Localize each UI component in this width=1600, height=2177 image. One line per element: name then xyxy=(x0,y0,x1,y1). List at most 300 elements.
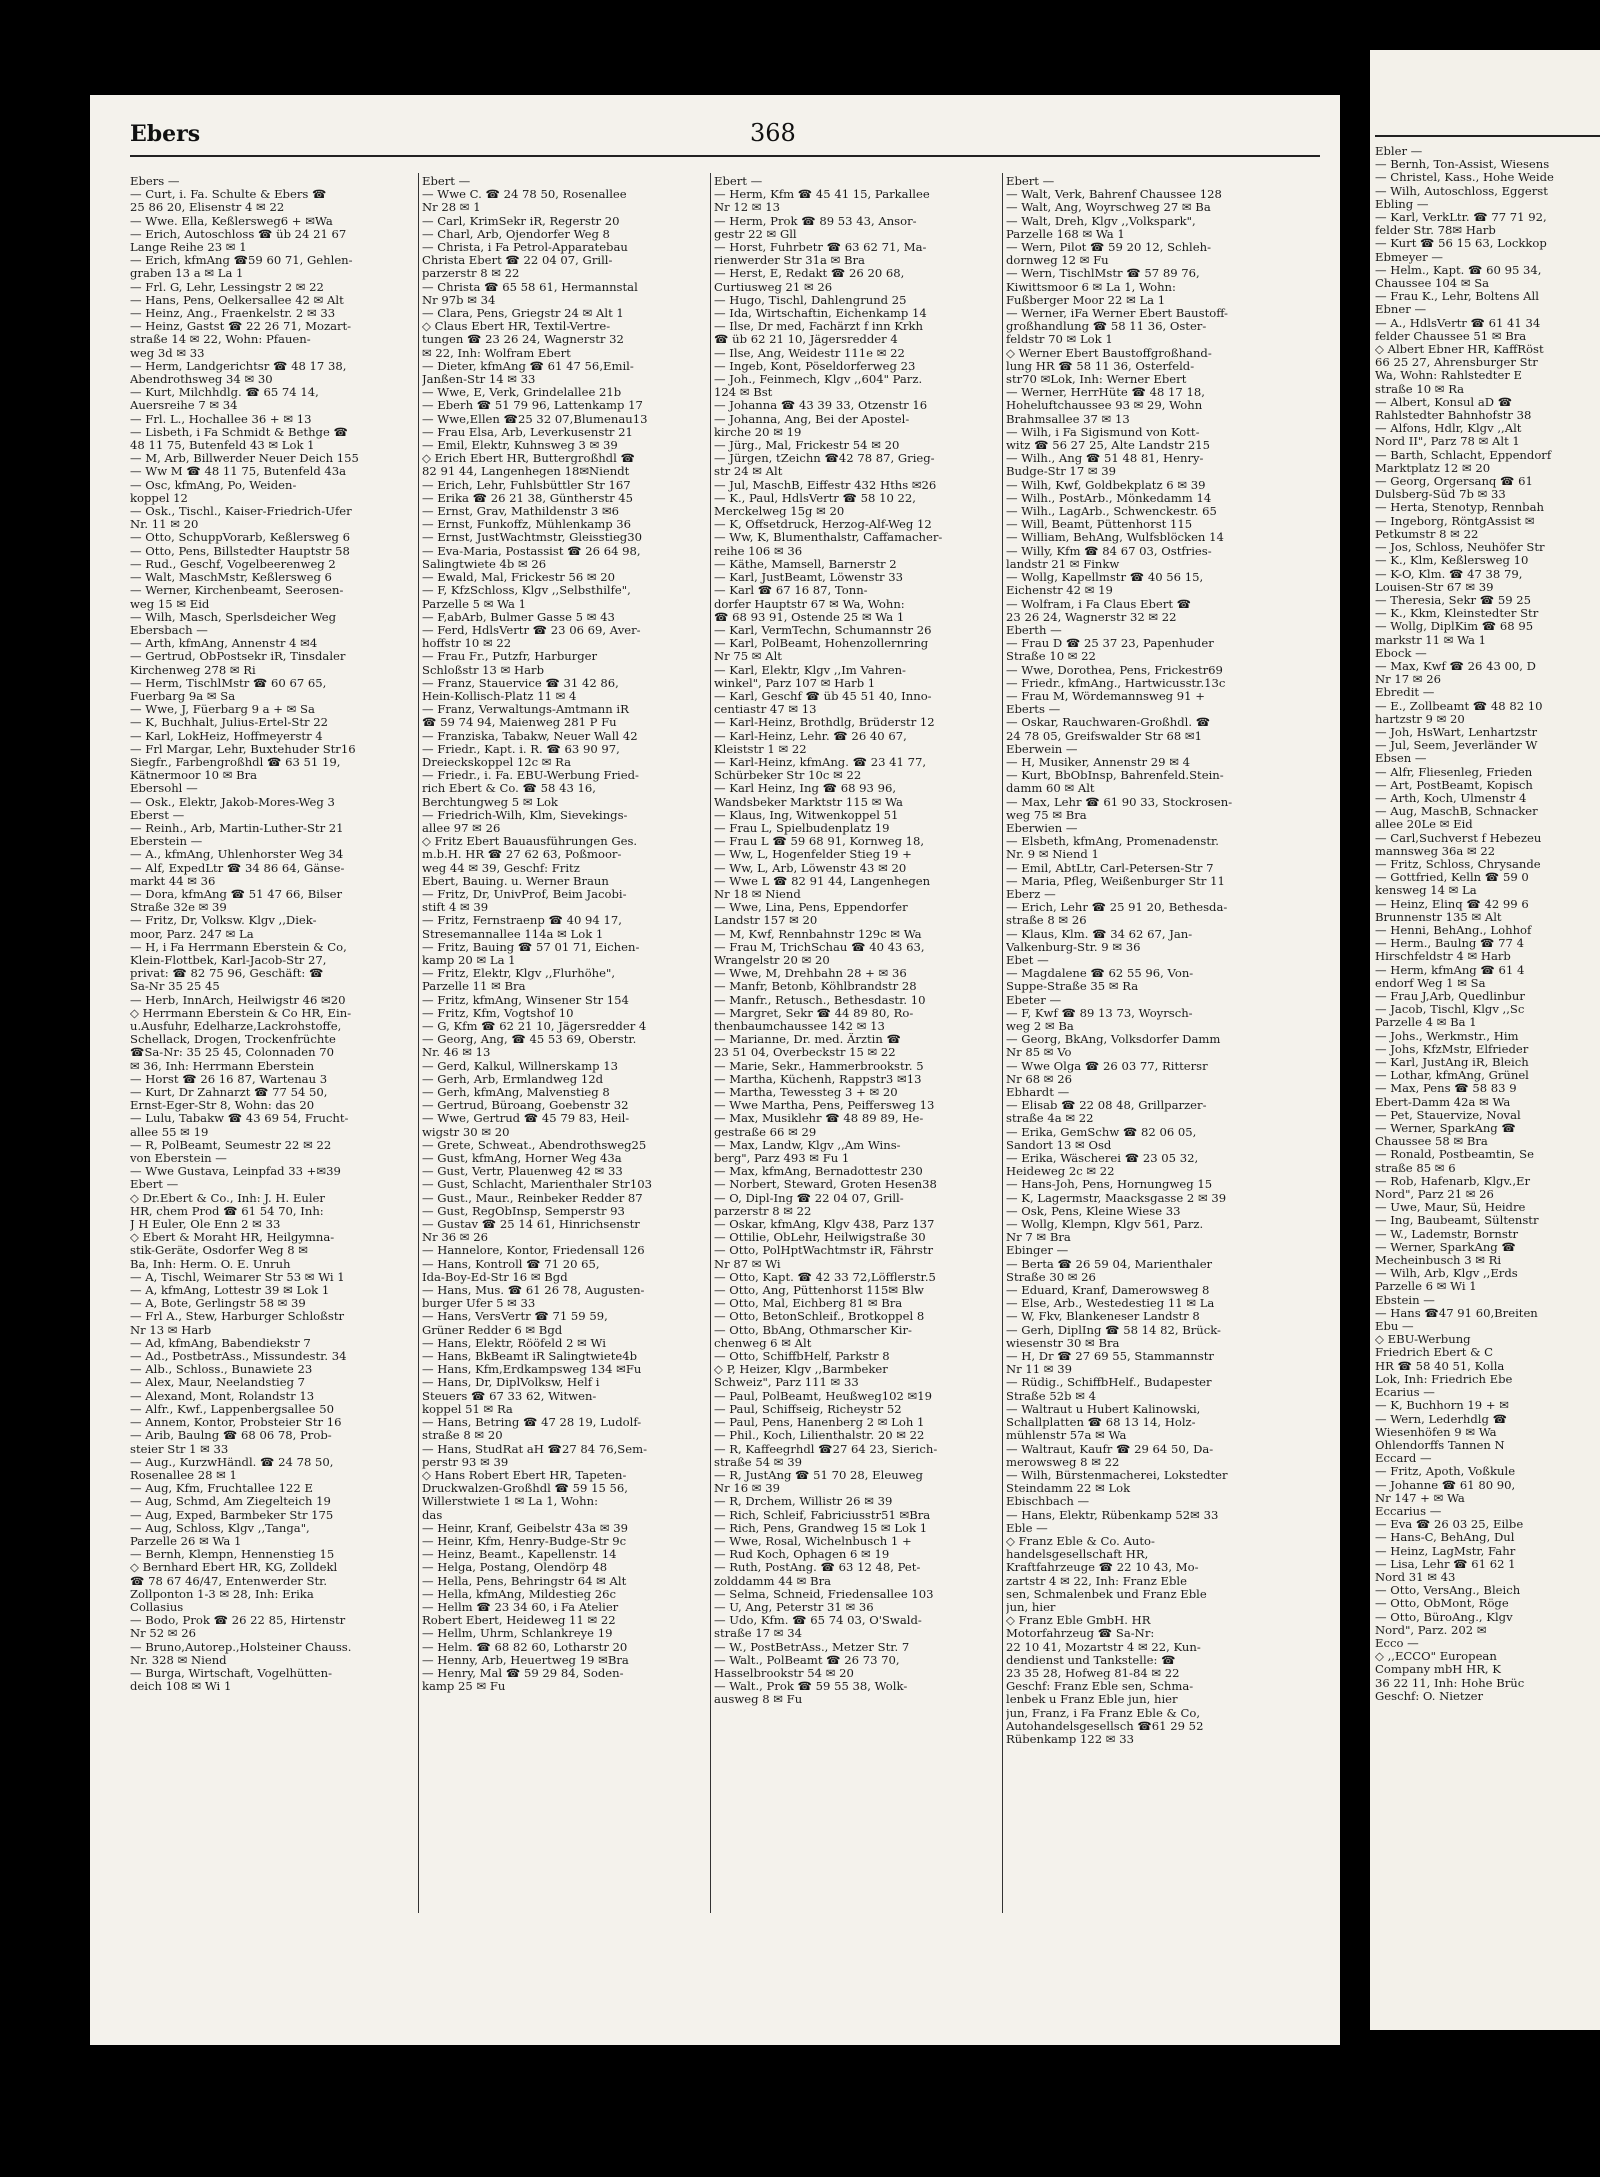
directory-line: — Rich, Pens, Grandweg 15 ✉ Lok 1 xyxy=(714,1521,928,1535)
directory-line: ◇ Dr.Ebert & Co., Inh: J. H. Euler xyxy=(130,1191,325,1205)
directory-line: — Walt, Ang, Woyrschweg 27 ✉ Ba xyxy=(1006,201,1211,215)
directory-line: Nr 85 ✉ Vo xyxy=(1006,1046,1072,1060)
directory-line: — Wwe, J, Füerbarg 9 a + ✉ Sa xyxy=(130,703,315,717)
directory-line: — Wwe, Lina, Pens, Eppendorfer xyxy=(714,901,908,915)
directory-line: — Otto, Kapt. ☎ 42 33 72,Löfflerstr.5 xyxy=(714,1270,936,1284)
directory-line: — Wollg, Kapellmstr ☎ 40 56 15, xyxy=(1006,571,1204,585)
directory-line: — Herst, E, Redakt ☎ 26 20 68, xyxy=(714,267,905,281)
directory-line: Schloßstr 13 ✉ Harb xyxy=(422,663,544,677)
directory-line: — Werner, SparkAng ☎ xyxy=(1375,1122,1516,1136)
directory-line: — Alfr, Fliesenleg, Frieden xyxy=(1375,765,1533,779)
next-page-header-rule xyxy=(1375,125,1600,137)
header-keyword: Ebers xyxy=(130,121,201,147)
directory-line: hartzstr 9 ✉ 20 xyxy=(1375,712,1465,726)
directory-line: — Friedrich-Wilh, Klm, Sievekings- xyxy=(422,808,628,822)
directory-line: — Wilh, i Fa Sigismund von Kott- xyxy=(1006,425,1200,439)
directory-line: — Wollg, DiplKim ☎ 68 95 xyxy=(1375,620,1534,634)
directory-line: — Karl-Heinz, Brothdlg, Brüderstr 12 xyxy=(714,716,935,730)
directory-line: Company mbH HR, K xyxy=(1375,1663,1501,1677)
directory-line: ☎ 68 93 91, Ostende 25 ✉ Wa 1 xyxy=(714,610,905,624)
directory-line: — Werner, Kirchenbeamt, Seerosen- xyxy=(130,584,344,598)
directory-line: — Ww, K, Blumenthalstr, Caffamacher- xyxy=(714,531,943,545)
directory-line: — Frl Margar, Lehr, Buxtehuder Str16 xyxy=(130,742,356,756)
directory-line: Ebredit — xyxy=(1375,686,1435,700)
directory-line: — Gottfried, Kelln ☎ 59 0 xyxy=(1375,871,1529,885)
directory-line: — A, kfmAng, Lottestr 39 ✉ Lok 1 xyxy=(130,1284,330,1298)
directory-line: — K., Klm, Keßlersweg 10 xyxy=(1375,554,1529,568)
directory-line: HR ☎ 58 40 51, Kolla xyxy=(1375,1359,1505,1373)
directory-line: — Frau J,Arb, Quedlinbur xyxy=(1375,990,1525,1003)
directory-line: mannsweg 36a ✉ 22 xyxy=(1375,844,1496,858)
directory-line: — Eva-Maria, Postassist ☎ 26 64 98, xyxy=(422,544,641,558)
directory-line: — Horst, Fuhrbetr ☎ 63 62 71, Ma- xyxy=(714,241,927,255)
directory-line: ◇ Hans Robert Ebert HR, Tapeten- xyxy=(422,1468,627,1482)
directory-line: — Christa, i Fa Petrol-Apparatebau xyxy=(422,241,628,255)
directory-line: — Fritz, Bauing ☎ 57 01 71, Eichen- xyxy=(422,940,640,954)
directory-line: — Ad, kfmAng, Babendiekstr 7 xyxy=(130,1336,311,1350)
directory-line: — Heinr, Kfm, Henry-Budge-Str 9c xyxy=(422,1534,627,1548)
directory-line: großhandlung ☎ 58 11 36, Oster- xyxy=(1006,320,1207,334)
directory-line: Hoheluftchaussee 93 ✉ 29, Wohn xyxy=(1006,399,1203,413)
next-page-column xyxy=(1375,145,1600,1703)
directory-line: — Wwe Martha, Pens, Peiffersweg 13 xyxy=(714,1099,935,1113)
directory-line: — K-O, Klm. ☎ 47 38 79, xyxy=(1375,567,1523,581)
directory-line: witz ☎ 56 27 25, Alte Landstr 215 xyxy=(1006,439,1210,453)
directory-line: hoffstr 10 ✉ 22 xyxy=(422,637,512,651)
directory-line: Ebsen — xyxy=(1375,752,1427,766)
directory-line: — Eva ☎ 26 03 25, Eilbe xyxy=(1375,1518,1524,1532)
directory-line: Parzelle 4 ✉ Ba 1 xyxy=(1375,1016,1477,1030)
directory-line: — Hans, Pens, Oelkersallee 42 ✉ Alt xyxy=(130,293,344,307)
directory-line: Ida-Boy-Ed-Str 16 ✉ Bgd xyxy=(422,1270,568,1284)
directory-line: — Bruno,Autorep.,Holsteiner Chauss. xyxy=(130,1640,352,1654)
directory-line: — Werner, iFa Werner Ebert Baustoff- xyxy=(1006,307,1228,321)
directory-line: weg 3d ✉ 33 xyxy=(130,346,205,360)
directory-line: — Carl,Suchverst f Hebezeu xyxy=(1375,831,1542,845)
directory-line: 36 22 11, Inh: Hohe Brüc xyxy=(1375,1676,1525,1690)
directory-line: graben 13 a ✉ La 1 xyxy=(130,267,244,281)
directory-line: centiastr 47 ✉ 13 xyxy=(714,703,817,717)
directory-line: — Johanna, Ang, Bei der Apostel- xyxy=(714,412,910,426)
directory-line: Dreieckskoppel 12c ✉ Ra xyxy=(422,755,572,769)
directory-line: — Charl, Arb, Ojendorfer Weg 8 xyxy=(422,227,610,241)
directory-line: — Wwe, Dorothea, Pens, Frickestr69 xyxy=(1006,663,1223,677)
directory-line: Fußberger Moor 22 ✉ La 1 xyxy=(1006,293,1166,307)
directory-line: Eberth — xyxy=(1006,623,1062,637)
directory-line: — Reinh., Arb, Martin-Luther-Str 21 xyxy=(130,821,344,835)
directory-line: felder Chaussee 51 ✉ Bra xyxy=(1375,329,1527,343)
directory-line: — Osk., Elektr, Jakob-Mores-Weg 3 xyxy=(130,795,335,809)
directory-line: — Johanna ☎ 43 39 33, Otzenstr 16 xyxy=(714,399,928,413)
page-number: 368 xyxy=(750,119,796,147)
directory-line: 25 86 20, Elisenstr 4 ✉ 22 xyxy=(130,201,285,215)
directory-line: Chaussee 104 ✉ Sa xyxy=(1375,277,1490,291)
directory-line: — Helm. ☎ 68 82 60, Lotharstr 20 xyxy=(422,1640,628,1654)
directory-line: Ecarius — xyxy=(1375,1386,1435,1400)
directory-line: — Gerh, Arb, Ermlandweg 12d xyxy=(422,1072,604,1086)
directory-line: — William, BehAng, Wulfsblöcken 14 xyxy=(1006,531,1224,545)
directory-line: — Carl, KrimSekr iR, Regerstr 20 xyxy=(422,214,620,228)
directory-line: — Karl, VermTechn, Schumannstr 26 xyxy=(714,623,932,637)
directory-line: feldstr 70 ✉ Lok 1 xyxy=(1006,333,1113,347)
directory-line: Nord", Parz. 202 ✉ xyxy=(1375,1623,1487,1637)
directory-line: — R, Kaffeegrhdl ☎27 64 23, Sierich- xyxy=(714,1442,938,1456)
directory-line: — Wwe. Ella, Keßlersweg6 + ✉Wa xyxy=(130,214,333,228)
directory-line: Ebert — xyxy=(422,175,471,188)
directory-line: Friedrich Ebert & C xyxy=(1375,1346,1493,1360)
directory-line: — Pet, Stauervize, Noval xyxy=(1375,1108,1521,1122)
directory-line: Nr 68 ✉ 26 xyxy=(1006,1072,1072,1086)
directory-line: Ebling — xyxy=(1375,197,1429,211)
directory-line: — Erika ☎ 26 21 38, Güntherstr 45 xyxy=(422,491,634,505)
directory-line: Nr 16 ✉ 39 xyxy=(714,1482,780,1496)
directory-line: — K., Paul, HdlsVertr ☎ 58 10 22, xyxy=(714,491,916,505)
next-page-edge xyxy=(1370,50,1600,2030)
column-divider xyxy=(710,173,711,1913)
column-divider xyxy=(1002,173,1003,1913)
directory-line: Ebstein — xyxy=(1375,1293,1435,1307)
directory-line: — Burga, Wirtschaft, Vogelhütten- xyxy=(130,1666,333,1680)
directory-line: — Osk., Tischl., Kaiser-Friedrich-Ufer xyxy=(130,505,352,519)
directory-line: str70 ✉Lok, Inh: Werner Ebert xyxy=(1006,373,1187,387)
column-3 xyxy=(714,175,997,1707)
directory-line: — Martha, Küchenh, Rappstr3 ✉13 xyxy=(714,1072,922,1086)
directory-line: sen, Schmalenbek und Franz Eble xyxy=(1006,1587,1207,1601)
directory-line: — Wilh., Ang ☎ 51 48 81, Henry- xyxy=(1006,452,1204,466)
directory-line: — Magdalene ☎ 62 55 96, Von- xyxy=(1006,967,1194,981)
directory-line: ☎ 59 74 94, Maienweg 281 P Fu xyxy=(422,716,617,730)
directory-line: — Erich, kfmAng ☎59 60 71, Gehlen- xyxy=(130,254,353,268)
directory-line: Auersreihe 7 ✉ 34 xyxy=(130,399,238,413)
directory-line: Merckelweg 15g ✉ 20 xyxy=(714,505,845,519)
directory-line: Rosenallee 28 ✉ 1 xyxy=(130,1468,237,1482)
directory-line: m.b.H. HR ☎ 27 62 63, Poßmoor- xyxy=(422,848,622,862)
directory-line: Collasius xyxy=(130,1600,184,1614)
directory-line: — Elisab ☎ 22 08 48, Grillparzer- xyxy=(1006,1099,1207,1113)
directory-line: — Otto, PolHptWachtmstr iR, Fährstr xyxy=(714,1244,934,1258)
directory-line: 24 78 05, Greifswalder Str 68 ✉1 xyxy=(1006,729,1203,743)
directory-line: Autohandelsgesellsch ☎61 29 52 xyxy=(1006,1719,1204,1733)
directory-line: — Hellm ☎ 23 34 60, i Fa Atelier xyxy=(422,1600,619,1614)
directory-line: — Wwe, M, Drehbahn 28 + ✉ 36 xyxy=(714,967,907,981)
directory-line: — Otto, BbAng, Othmarscher Kir- xyxy=(714,1323,912,1337)
directory-line: — Alfr., Kwf., Lappenbergsallee 50 xyxy=(130,1402,334,1416)
directory-line: — Theresia, Sekr ☎ 59 25 xyxy=(1375,593,1532,607)
directory-line: Eberz — xyxy=(1006,887,1056,901)
directory-line: straße 17 ✉ 34 xyxy=(714,1627,802,1641)
directory-line: — Otto, VersAng., Bleich xyxy=(1375,1584,1521,1598)
directory-line: Budge-Str 17 ✉ 39 xyxy=(1006,465,1117,479)
directory-line: — Kurt ☎ 56 15 63, Lockkop xyxy=(1375,237,1547,251)
directory-line: — Ewald, Mal, Frickestr 56 ✉ 20 xyxy=(422,571,616,585)
directory-line: — Ingeb, Kont, Pöseldorferweg 23 xyxy=(714,359,916,373)
directory-line: — Karl, Elektr, Klgv ,,Im Vahren- xyxy=(714,663,906,677)
directory-line: — R, PolBeamt, Seumestr 22 ✉ 22 xyxy=(130,1138,332,1152)
directory-line: Geschf: Franz Eble sen, Schma- xyxy=(1006,1680,1194,1694)
directory-line: — Gust, kfmAng, Horner Weg 43a xyxy=(422,1152,622,1166)
directory-line: Brahmsallee 37 ✉ 13 xyxy=(1006,412,1130,426)
directory-line: Ba, Inh: Herm. O. E. Unruh xyxy=(130,1257,291,1271)
directory-line: winkel", Parz 107 ✉ Harb 1 xyxy=(714,676,876,690)
directory-line: — Aug, MaschB, Schnacker xyxy=(1375,805,1538,819)
directory-line: Mecheinbusch 3 ✉ Ri xyxy=(1375,1254,1502,1268)
directory-line: — Ida, Wirtschaftin, Eichenkamp 14 xyxy=(714,307,927,321)
directory-line: Nr. 328 ✉ Niend xyxy=(130,1653,227,1667)
directory-line: — Frau D ☎ 25 37 23, Papenhuder xyxy=(1006,637,1214,651)
directory-line: zartstr 4 ✉ 22, Inh: Franz Eble xyxy=(1006,1574,1187,1588)
directory-line: — Heinz, Elinq ☎ 42 99 6 xyxy=(1375,897,1529,911)
directory-line: Eberts — xyxy=(1006,703,1061,717)
directory-line: — Max, Kwf ☎ 26 43 00, D xyxy=(1375,659,1536,673)
directory-line: Ebert, Bauing. u. Werner Braun xyxy=(422,874,609,888)
directory-line: — Bodo, Prok ☎ 26 22 85, Hirtenstr xyxy=(130,1614,346,1628)
directory-line: Fuerbarg 9a ✉ Sa xyxy=(130,689,236,703)
directory-line: — Lisa, Lehr ☎ 61 62 1 xyxy=(1375,1557,1516,1571)
directory-line: weg 75 ✉ Bra xyxy=(1006,808,1087,822)
directory-line: — Hellm, Uhrm, Schlankreye 19 xyxy=(422,1627,613,1641)
directory-line: Kiwittsmoor 6 ✉ La 1, Wohn: xyxy=(1006,280,1176,294)
directory-line: Parzelle 168 ✉ Wa 1 xyxy=(1006,227,1125,241)
directory-line: Hasselbrookstr 54 ✉ 20 xyxy=(714,1666,854,1680)
directory-line: Schweiz", Parz 111 ✉ 33 xyxy=(714,1376,859,1390)
directory-line: — Marie, Sekr., Hammerbrookstr. 5 xyxy=(714,1059,924,1073)
directory-line: — Otto, SchuppVorarb, Keßlersweg 6 xyxy=(130,531,351,545)
directory-line: Geschf: O. Nietzer xyxy=(1375,1689,1483,1703)
directory-line: — Arth, Koch, Ulmenstr 4 xyxy=(1375,791,1527,805)
directory-line: Rahlstedter Bahnhofstr 38 xyxy=(1375,409,1532,423)
directory-line: merowsweg 8 ✉ 22 xyxy=(1006,1455,1120,1469)
directory-line: — Fritz, Dr, Volksw. Klgv ,,Diek- xyxy=(130,914,317,928)
directory-line: Parzelle 11 ✉ Bra xyxy=(422,980,526,994)
directory-line: Parzelle 5 ✉ Wa 1 xyxy=(422,597,527,611)
directory-line: Nr 147 + ✉ Wa xyxy=(1375,1491,1465,1505)
directory-line: dorfer Hauptstr 67 ✉ Wa, Wohn: xyxy=(714,597,905,611)
directory-line: Ernst-Eger-Str 8, Wohn: das 20 xyxy=(130,1099,315,1113)
directory-line: Berchtungweg 5 ✉ Lok xyxy=(422,795,558,809)
directory-line: — Wolfram, i Fa Claus Ebert ☎ xyxy=(1006,597,1192,611)
directory-line: — Gertrud, Büroang, Goebenstr 32 xyxy=(422,1099,629,1113)
directory-line: u.Ausfuhr, Edelharze,Lackrohstoffe, xyxy=(130,1020,342,1033)
directory-line: Straße 30 ✉ 26 xyxy=(1006,1270,1096,1284)
directory-line: — Lothar, kfmAng, Grünel xyxy=(1375,1069,1529,1083)
directory-line: — Wwe Olga ☎ 26 03 77, Rittersr xyxy=(1006,1059,1208,1073)
directory-line: Ebersbach — xyxy=(130,623,208,637)
directory-line: — Wilh., PostArb., Mönkedamm 14 xyxy=(1006,491,1212,505)
directory-line: Ebischbach — xyxy=(1006,1495,1090,1509)
directory-line: — Max, Musiklehr ☎ 48 89 89, He- xyxy=(714,1112,924,1126)
directory-line: — Fritz, Dr, UnivProf, Beim Jacobi- xyxy=(422,887,627,901)
directory-line: Wa, Wohn: Rahlstedter E xyxy=(1375,369,1523,383)
directory-line: Zollpontоn 1-3 ✉ 28, Inh: Erika xyxy=(130,1587,314,1601)
directory-line: steier Str 1 ✉ 33 xyxy=(130,1442,229,1456)
directory-line: Eberstein — xyxy=(130,835,203,849)
directory-line: — Herm, Kfm ☎ 45 41 15, Parkallee xyxy=(714,188,930,202)
directory-line: parzerstr 8 ✉ 22 xyxy=(422,267,520,281)
directory-line: — Henny, Arb, Heuertweg 19 ✉Bra xyxy=(422,1653,629,1667)
directory-line: — Jul, Seem, Jeverländer W xyxy=(1375,739,1538,753)
directory-line: Ohlendorffs Tannen N xyxy=(1375,1438,1505,1452)
directory-line: — Frau Elsa, Arb, Leverkusenstr 21 xyxy=(422,425,633,439)
directory-line: — Arib, Baulng ☎ 68 06 78, Prob- xyxy=(130,1429,332,1443)
directory-line: — Gust., Maur., Reinbeker Redder 87 xyxy=(422,1191,643,1205)
directory-line: — Wwe C. ☎ 24 78 50, Rosenallee xyxy=(422,188,627,202)
directory-line: felder Str. 78✉ Harb xyxy=(1375,224,1496,238)
directory-line: — Karl-Heinz, Lehr. ☎ 26 40 67, xyxy=(714,729,907,743)
directory-line: — Otto, BetonSchleif., Brotkoppel 8 xyxy=(714,1310,925,1324)
directory-line: — Grete, Schweat., Abendrothsweg25 xyxy=(422,1138,647,1152)
directory-line: Ebers — xyxy=(130,175,180,188)
directory-line: perstr 93 ✉ 39 xyxy=(422,1455,509,1469)
directory-line: — Georg, BkAng, Volksdorfer Damm xyxy=(1006,1033,1221,1047)
directory-line: Grüner Redder 6 ✉ Bgd xyxy=(422,1323,563,1337)
directory-line: — Otto, ObMont, Röge xyxy=(1375,1597,1509,1611)
directory-line: str 24 ✉ Alt xyxy=(714,465,783,479)
directory-line: — Herm., Baulng ☎ 77 4 xyxy=(1375,937,1524,951)
directory-line: markstr 11 ✉ Wa 1 xyxy=(1375,633,1487,647)
directory-line: Sandort 13 ✉ Osd xyxy=(1006,1138,1112,1152)
directory-line: — O, Dipl-Ing ☎ 22 04 07, Grill- xyxy=(714,1191,904,1205)
directory-line: — Kurt, Milchhdlg. ☎ 65 74 14, xyxy=(130,386,319,400)
directory-line: Nr 7 ✉ Bra xyxy=(1006,1231,1071,1245)
directory-line: — Gerh, DiplIng ☎ 58 14 82, Brück- xyxy=(1006,1323,1221,1337)
directory-line: Straße 52b ✉ 4 xyxy=(1006,1389,1096,1403)
directory-line: Wandsbeker Marktstr 115 ✉ Wa xyxy=(714,795,903,809)
directory-line: — F, Kwf ☎ 89 13 73, Woyrsch- xyxy=(1006,1006,1193,1020)
directory-line: endorf Weg 1 ✉ Sa xyxy=(1375,976,1486,990)
directory-line: straße 8 ✉ 26 xyxy=(1006,914,1087,928)
directory-line: Nr 97b ✉ 34 xyxy=(422,293,496,307)
directory-line: — Hans-Joh, Pens, Hornungweg 15 xyxy=(1006,1178,1213,1192)
directory-line: — Max, Landw, Klgv ,,Am Wins- xyxy=(714,1138,901,1152)
directory-line: Wiesenhöfen 9 ✉ Wa xyxy=(1375,1425,1497,1439)
directory-line: — Wwe,Ellen ☎25 32 07,Blumenau13 xyxy=(422,412,648,426)
directory-line: Ebeter — xyxy=(1006,993,1062,1007)
directory-line: Abendrothsweg 34 ✉ 30 xyxy=(130,373,273,387)
directory-line: — Barth, Schlacht, Eppendorf xyxy=(1375,448,1552,462)
directory-line: ◇ Herrmann Eberstein & Co HR, Ein- xyxy=(130,1006,352,1020)
directory-line: Eberst — xyxy=(130,808,185,822)
directory-line: — Paul, PolBeamt, Heußweg102 ✉19 xyxy=(714,1389,933,1403)
directory-line: lung HR ☎ 58 11 36, Osterfeld- xyxy=(1006,359,1195,373)
directory-line: — Ernst, JustWachtmstr, Gleisstieg30 xyxy=(422,531,642,545)
directory-line: — Ww, L, Hogenfelder Stieg 19 + xyxy=(714,848,912,862)
directory-line: Motorfahrzeug ☎ Sa-Nr: xyxy=(1006,1627,1155,1641)
directory-line: — Arth, kfmAng, Annenstr 4 ✉4 xyxy=(130,637,318,651)
directory-line: 22 10 41, Mozartstr 4 ✉ 22, Kun- xyxy=(1006,1640,1201,1654)
directory-line: — Rud Koch, Ophagen 6 ✉ 19 xyxy=(714,1548,890,1562)
directory-line: — Klaus, Klm. ☎ 34 62 67, Jan- xyxy=(1006,927,1193,941)
directory-line: — Aug, Schmd, Am Ziegelteich 19 xyxy=(130,1495,331,1509)
directory-line: — Hans, Dr, DiplVolksw, Helf i xyxy=(422,1376,600,1390)
directory-line: — Wern, Lederhdlg ☎ xyxy=(1375,1412,1508,1426)
directory-line: ◇ Franz Eble GmbH. HR xyxy=(1006,1614,1151,1628)
directory-line: — Hans-C, BehAng, Dul xyxy=(1375,1531,1515,1545)
directory-line: — Albert, Konsul aD ☎ xyxy=(1375,395,1513,409)
directory-line: — Frau K., Lehr, Boltens All xyxy=(1375,290,1539,304)
directory-line: — Wwe, Rosal, Wichelnbusch 1 + xyxy=(714,1534,912,1548)
directory-line: — Jul, MaschB, Eiffestr 432 Hths ✉26 xyxy=(714,478,937,492)
directory-line: — R, JustAng ☎ 51 70 28, Eleuweg xyxy=(714,1468,923,1482)
directory-line: von Eberstein — xyxy=(130,1152,227,1166)
directory-line: — Ernst, Grav, Mathildenstr 3 ✉6 xyxy=(422,505,620,519)
directory-line: — Werner, SparkAng ☎ xyxy=(1375,1240,1516,1254)
directory-line: — Karl, JustBeamt, Löwenstr 33 xyxy=(714,571,904,585)
directory-line: Nr 28 ✉ 1 xyxy=(422,201,481,215)
directory-line: Christa Ebert ☎ 22 04 07, Grill- xyxy=(422,254,613,268)
directory-line: — Hans, VersVertr ☎ 71 59 59, xyxy=(422,1310,608,1324)
directory-line: — Aug., KurzwHändl. ☎ 24 78 50, xyxy=(130,1455,334,1469)
directory-line: damm 60 ✉ Alt xyxy=(1006,782,1095,796)
directory-line: — Werner, HerrHüte ☎ 48 17 18, xyxy=(1006,386,1205,400)
directory-line: Willerstwiete 1 ✉ La 1, Wohn: xyxy=(422,1495,599,1509)
directory-line: — Karl, LokHeiz, Hoffmeyerstr 4 xyxy=(130,729,323,743)
directory-line: kamp 25 ✉ Fu xyxy=(422,1680,506,1694)
directory-line: — Walt, MaschMstr, Keßlersweg 6 xyxy=(130,571,332,585)
directory-line: weg 44 ✉ 39, Geschf: Fritz xyxy=(422,861,580,875)
directory-line: handelsgesellschaft HR, xyxy=(1006,1548,1149,1562)
directory-line: Nr 11 ✉ 39 xyxy=(1006,1363,1072,1377)
directory-line: Lange Reihe 23 ✉ 1 xyxy=(130,241,247,255)
directory-line: Kirchenweg 278 ✉ Ri xyxy=(130,663,256,677)
directory-line: landstr 21 ✉ Finkw xyxy=(1006,557,1120,571)
directory-line: parzerstr 8 ✉ 22 xyxy=(714,1204,812,1218)
directory-line: — Walt., Prok ☎ 59 55 38, Wolk- xyxy=(714,1680,908,1694)
directory-line: — Aug, Kfm, Fruchtallee 122 E xyxy=(130,1482,313,1496)
directory-line: — Ad., PostbetrAss., Missundestr. 34 xyxy=(130,1350,347,1364)
directory-line: ausweg 8 ✉ Fu xyxy=(714,1693,803,1707)
directory-line: — Joh., Feinmech, Klgv ,,604" Parz. xyxy=(714,373,923,387)
directory-line: — Ilse, Ang, Weidestr 111e ✉ 22 xyxy=(714,346,905,360)
directory-line: chenweg 6 ✉ Alt xyxy=(714,1336,812,1350)
directory-line: — Alfons, Hdlr, Klgv ,,Alt xyxy=(1375,422,1522,436)
directory-line: Ebet — xyxy=(1006,953,1049,967)
directory-line: straße 4a ✉ 22 xyxy=(1006,1112,1094,1126)
directory-line: Schürbeker Str 10c ✉ 22 xyxy=(714,769,862,783)
directory-line: koppel 51 ✉ Ra xyxy=(422,1402,513,1416)
directory-line: Hein-Kollisch-Platz 11 ✉ 4 xyxy=(422,689,577,703)
directory-line: — Otto, BüroAng., Klgv xyxy=(1375,1610,1513,1624)
directory-line: — Jürgen, tZeichn ☎42 78 87, Grieg- xyxy=(714,452,935,466)
directory-line: stik-Geräte, Osdorfer Weg 8 ✉ xyxy=(130,1244,309,1258)
directory-line: Ebock — xyxy=(1375,646,1427,660)
directory-line: Eccarius — xyxy=(1375,1504,1442,1518)
directory-line: Stresemannallee 114a ✉ Lok 1 xyxy=(422,927,604,941)
directory-line: Dulsberg-Süd 7b ✉ 33 xyxy=(1375,488,1506,502)
directory-line: gestr 22 ✉ Gll xyxy=(714,227,797,241)
directory-line: ◇ Franz Eble & Co. Auto- xyxy=(1006,1534,1155,1548)
directory-line: allee 20Le ✉ Eid xyxy=(1375,818,1473,832)
directory-line: — Frl. L., Hochallee 36 + ✉ 13 xyxy=(130,412,312,426)
directory-line: berg", Parz 493 ✉ Fu 1 xyxy=(714,1152,850,1166)
directory-line: — Osc, kfmAng, Po, Weiden- xyxy=(130,478,297,492)
directory-line: — Lulu, Tabakw ☎ 43 69 54, Frucht- xyxy=(130,1112,349,1126)
directory-line: ◇ Ebert & Moraht HR, Heilgymna- xyxy=(130,1231,335,1245)
directory-line: — W, Fkv, Blankeneser Landstr 8 xyxy=(1006,1310,1200,1324)
directory-line: — Erich, Autoschloss ☎ üb 24 21 67 xyxy=(130,227,347,241)
directory-line: — Johs., Werkmstr., Him xyxy=(1375,1029,1519,1043)
directory-line: — R, Drchem, Willistr 26 ✉ 39 xyxy=(714,1495,893,1509)
directory-line: allee 97 ✉ 26 xyxy=(422,821,501,835)
directory-line: — Hans, Kontroll ☎ 71 20 65, xyxy=(422,1257,600,1271)
directory-line: — Wilh, Arb, Klgv ,,Erds xyxy=(1375,1267,1518,1281)
directory-line: — Oskar, Rauchwaren-Großhdl. ☎ xyxy=(1006,716,1211,730)
directory-line: — Jacob, Tischl, Klgv ,,Sc xyxy=(1375,1003,1525,1017)
directory-line: Louisen-Str 67 ✉ 39 xyxy=(1375,580,1494,594)
directory-line: Nord 31 ✉ 43 xyxy=(1375,1570,1456,1584)
directory-line: ✉ 36, Inh: Herrmann Eberstein xyxy=(130,1059,315,1073)
directory-line: — Hans, BkBeamt iR Salingtwiete4b xyxy=(422,1350,638,1364)
directory-line: straße 85 ✉ 6 xyxy=(1375,1161,1456,1175)
